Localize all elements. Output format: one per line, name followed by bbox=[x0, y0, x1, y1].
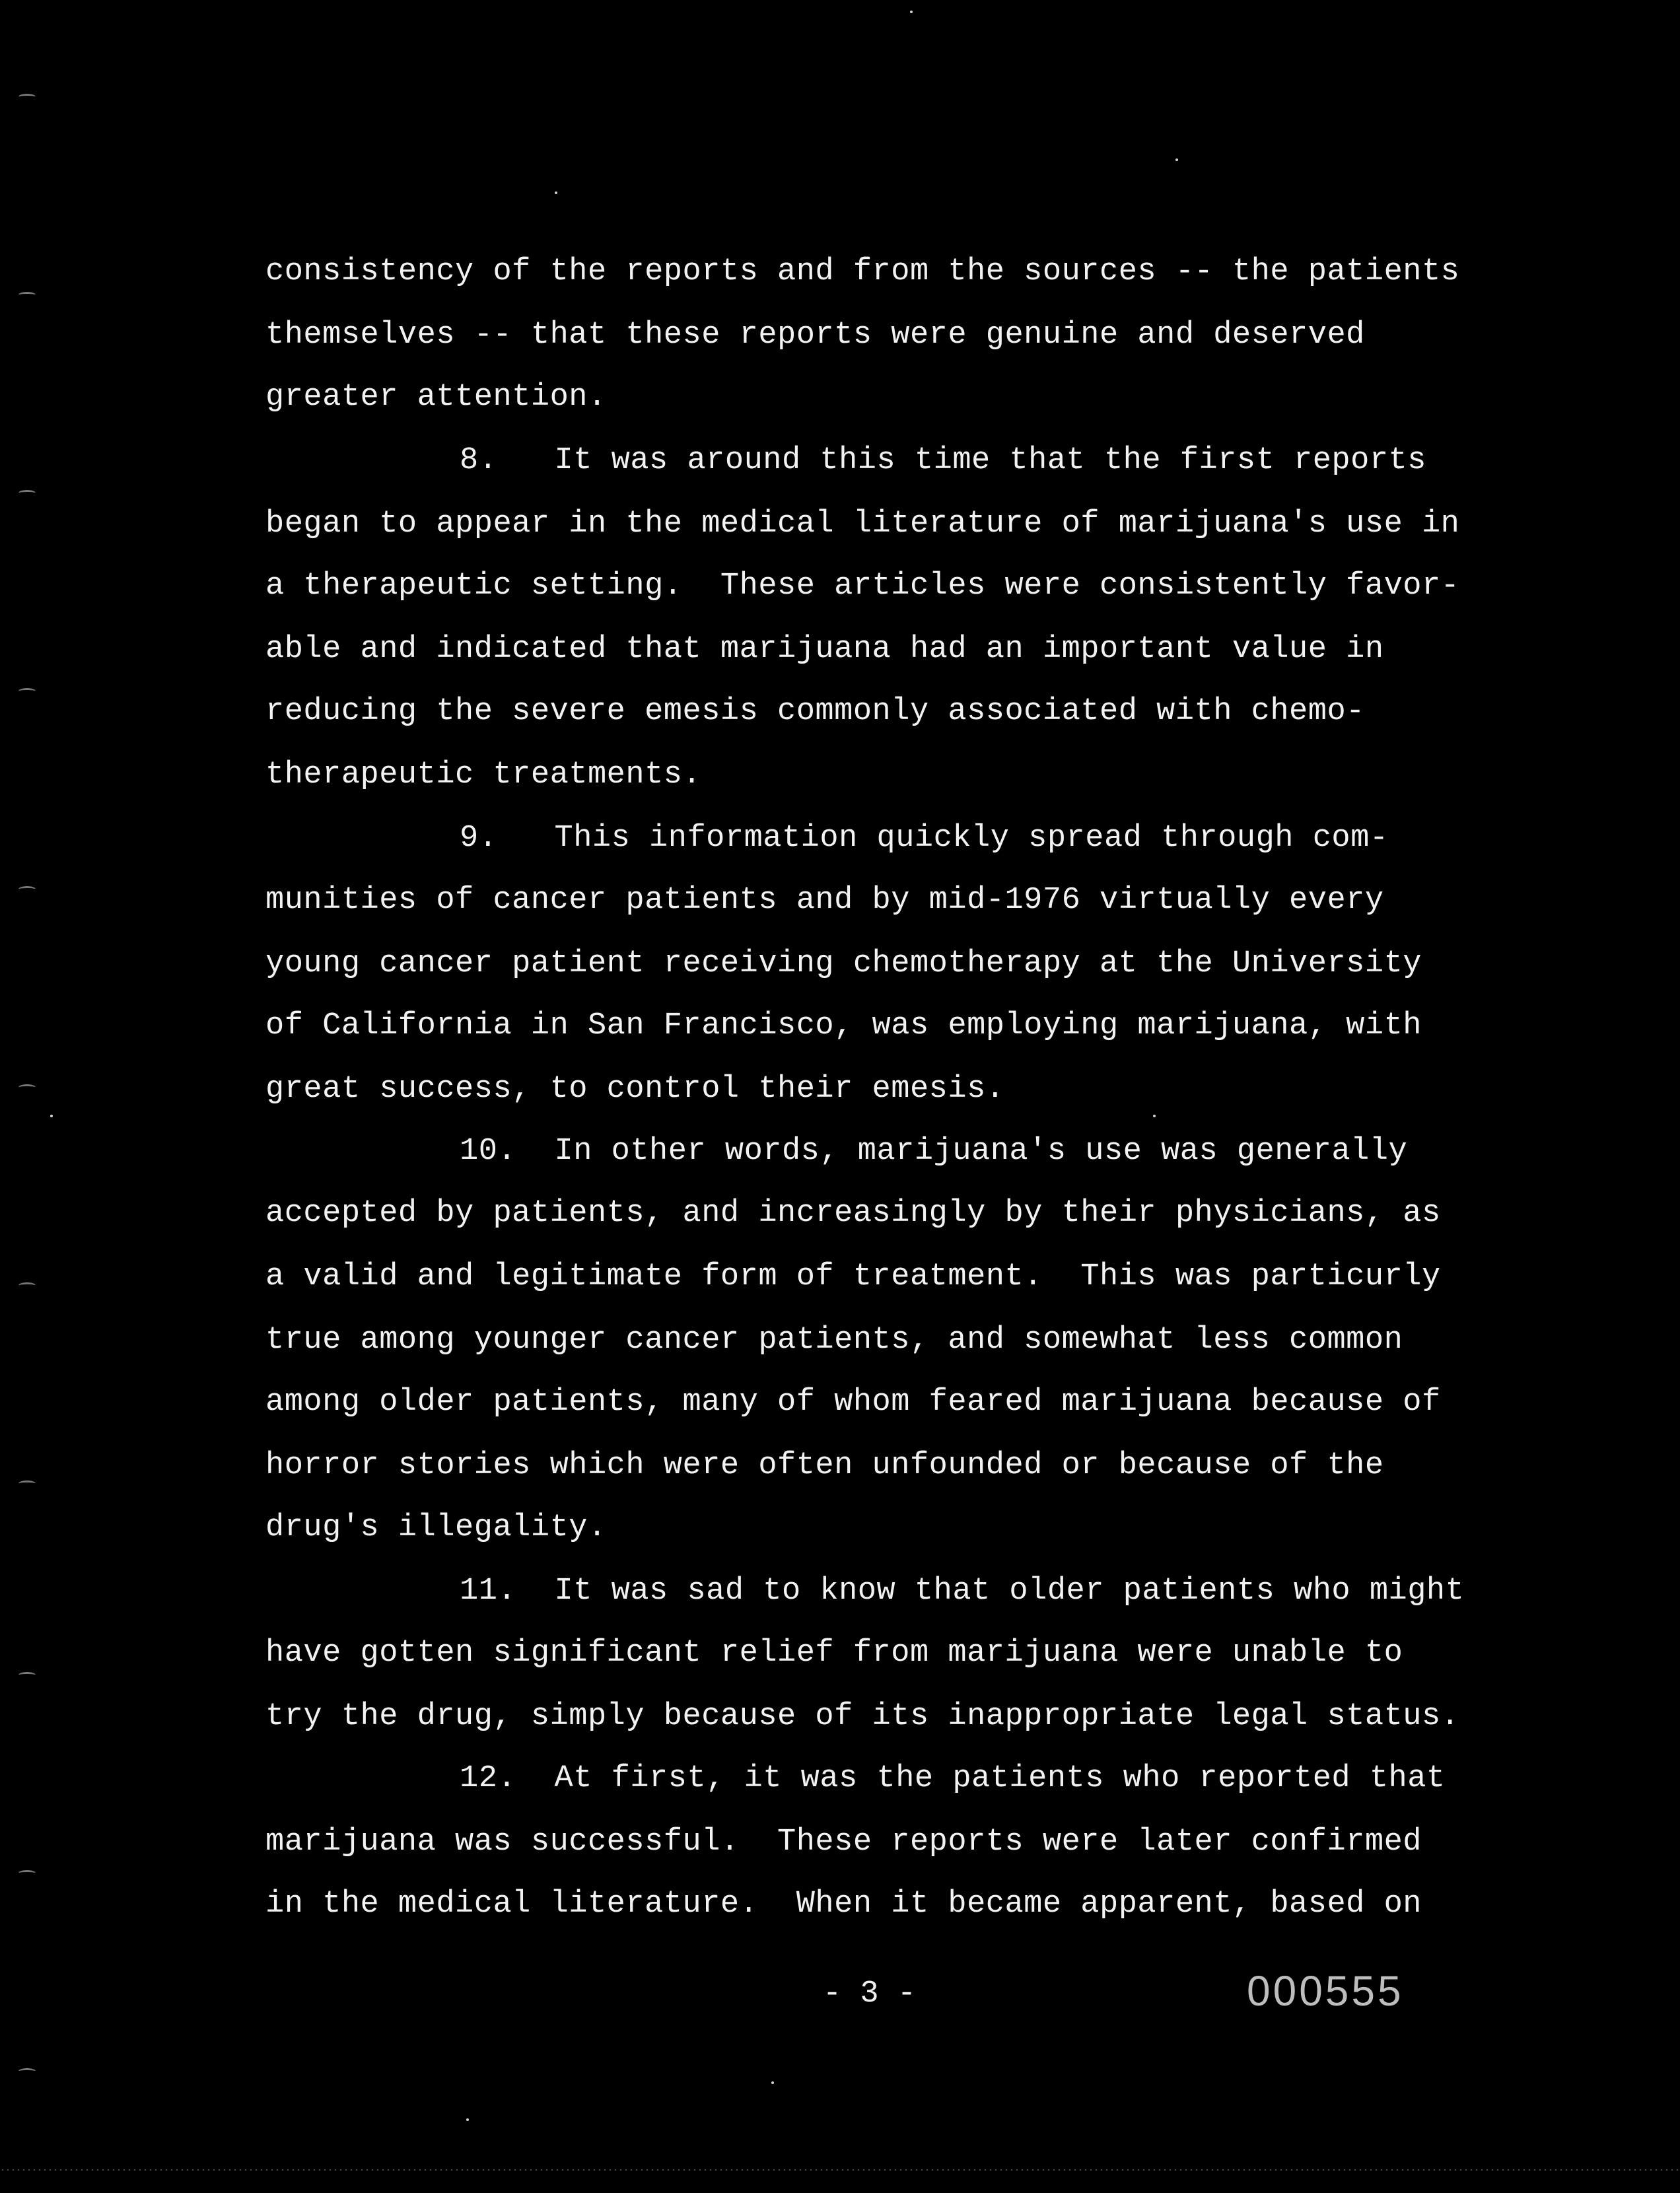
text-line: among older patients, many of whom feared marijuana because of bbox=[265, 1385, 1441, 1420]
page-number: - 3 - bbox=[823, 1976, 917, 2011]
text-line: themselves -- that these reports were genuine and deserved bbox=[265, 318, 1365, 353]
text-line: began to appear in the medical literature of marijuana's use in bbox=[265, 506, 1460, 541]
text-line: drug's illegality. bbox=[265, 1510, 607, 1545]
paragraph-8-start: 8. It was around this time that the first reports bbox=[460, 443, 1426, 478]
text-line: horror stories which were often unfounded or because of the bbox=[265, 1448, 1384, 1483]
text-line: greater attention. bbox=[265, 380, 607, 415]
paragraph-12-start: 12. At first, it was the patients who reported that bbox=[460, 1761, 1446, 1796]
paragraph-10-start: 10. In other words, marijuana's use was generally bbox=[460, 1134, 1408, 1169]
scan-speck bbox=[910, 11, 913, 13]
scan-speck bbox=[466, 2118, 469, 2121]
binder-mark bbox=[18, 1672, 36, 1678]
text-line: in the medical literature. When it became apparent, based on bbox=[265, 1887, 1422, 1922]
binder-mark bbox=[18, 292, 36, 298]
text-line: a valid and legitimate form of treatment. This was particurly bbox=[265, 1259, 1441, 1294]
text-line: consistency of the reports and from the sources -- the patients bbox=[265, 254, 1460, 289]
scan-speck bbox=[1175, 158, 1178, 161]
scan-speck bbox=[1153, 1115, 1156, 1117]
binder-mark bbox=[18, 688, 36, 694]
text-line: marijuana was successful. These reports were later confirmed bbox=[265, 1825, 1422, 1860]
binder-mark bbox=[18, 886, 36, 892]
binder-mark bbox=[18, 490, 36, 496]
text-line: true among younger cancer patients, and somewhat less common bbox=[265, 1323, 1403, 1358]
binder-mark bbox=[18, 1480, 36, 1486]
bates-number: 000555 bbox=[1247, 1967, 1404, 2015]
binder-mark bbox=[18, 1870, 36, 1876]
binder-mark bbox=[18, 2068, 36, 2074]
paragraph-11-start: 11. It was sad to know that older patients who might bbox=[460, 1574, 1465, 1609]
binder-mark bbox=[18, 1282, 36, 1288]
text-line: able and indicated that marijuana had an important value in bbox=[265, 632, 1384, 667]
binder-mark bbox=[18, 1084, 36, 1090]
paragraph-9-start: 9. This information quickly spread through com- bbox=[460, 821, 1389, 856]
text-line: have gotten significant relief from marijuana were unable to bbox=[265, 1636, 1403, 1671]
text-line: young cancer patient receiving chemotherapy at the University bbox=[265, 946, 1422, 981]
text-line: a therapeutic setting. These articles were consistently favor- bbox=[265, 569, 1460, 604]
binder-mark bbox=[18, 94, 36, 100]
scan-speck bbox=[50, 1115, 53, 1117]
text-line: of California in San Francisco, was employing marijuana, with bbox=[265, 1008, 1422, 1043]
scan-edge-artifact bbox=[0, 2169, 1680, 2171]
text-line: great success, to control their emesis. bbox=[265, 1072, 1005, 1107]
scan-speck bbox=[771, 2081, 774, 2084]
text-line: therapeutic treatments. bbox=[265, 757, 702, 792]
text-line: accepted by patients, and increasingly by their physicians, as bbox=[265, 1196, 1441, 1231]
text-line: try the drug, simply because of its inappropriate legal status. bbox=[265, 1699, 1460, 1734]
scan-speck bbox=[555, 191, 557, 194]
text-line: munities of cancer patients and by mid-1976 virtually every bbox=[265, 883, 1384, 918]
text-line: reducing the severe emesis commonly associated with chemo- bbox=[265, 694, 1365, 729]
